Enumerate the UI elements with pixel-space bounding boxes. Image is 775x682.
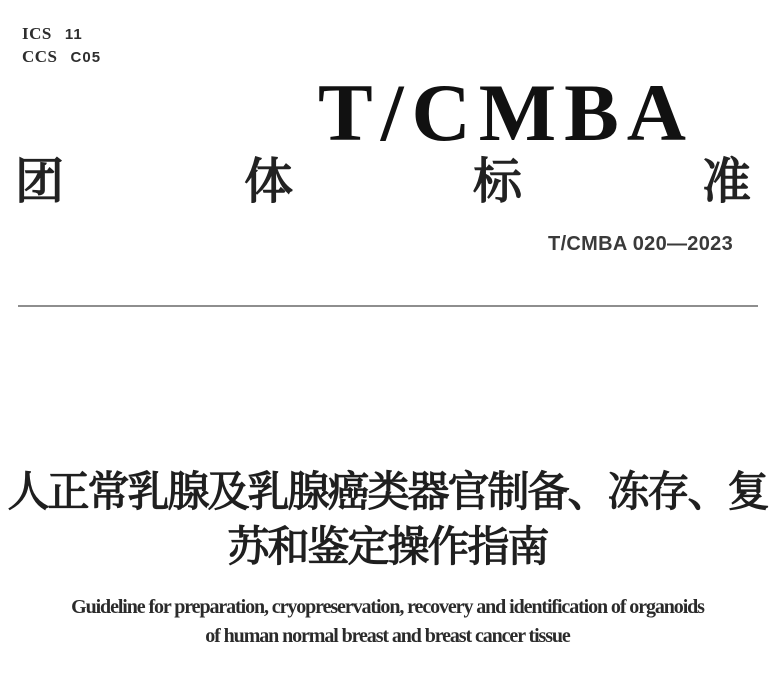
cn-title-line2: 苏和鉴定操作指南 <box>227 523 548 570</box>
ics-value: 11 <box>64 26 83 43</box>
cn-title-line1: 人正常乳腺及乳腺癌类器官制备、冻存、复 <box>7 468 768 515</box>
ics-row <box>22 22 101 45</box>
document-title-cn <box>0 464 775 574</box>
ccs-row <box>22 45 101 68</box>
en-title-line2: of human normal breast and breast cancer tissue <box>205 625 570 647</box>
ccs-value: C05 <box>70 49 102 66</box>
org-standard-char-2: 体 <box>243 155 293 209</box>
org-standard-title <box>15 156 751 208</box>
document-title-en <box>0 593 775 651</box>
classification-block <box>22 22 101 68</box>
ics-label: ICS <box>22 24 52 43</box>
org-standard-char-1: 团 <box>15 155 65 209</box>
standard-body-logo: T/CMBA <box>318 67 694 158</box>
en-title-line1: Guideline for preparation, cryopreservation, recovery and identification of organoids <box>71 596 704 618</box>
document-number: T/CMBA 020—2023 <box>548 233 733 255</box>
header-divider <box>18 305 758 307</box>
org-standard-char-3: 标 <box>472 155 522 209</box>
org-standard-char-4: 准 <box>701 155 751 209</box>
ccs-label: CCS <box>22 47 58 66</box>
